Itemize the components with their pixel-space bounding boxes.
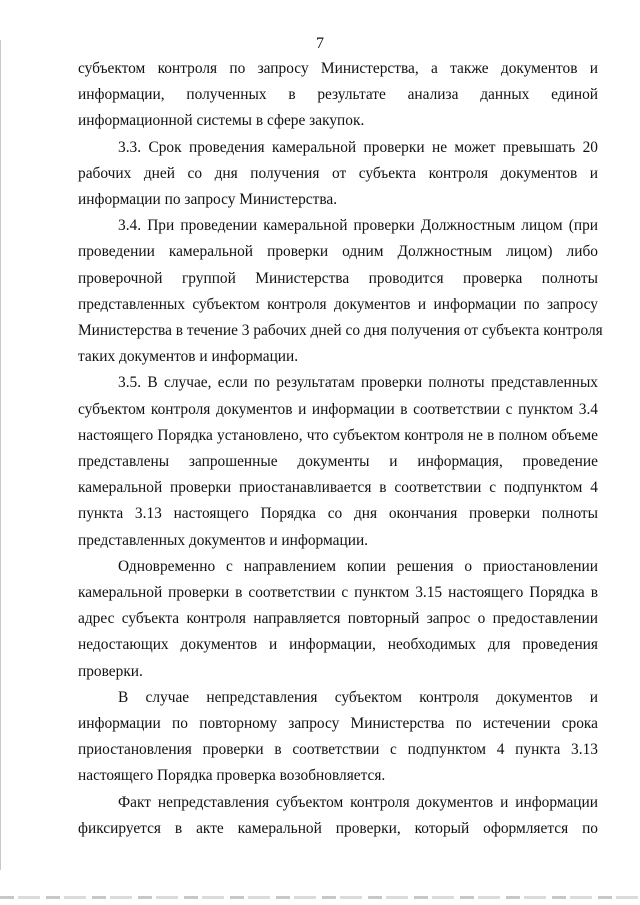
paragraph-3-3 bbox=[78, 135, 598, 214]
text-line: камеральной проверки в соответствии с пунктом 3.15 настоящего Порядка в bbox=[78, 584, 598, 602]
text-line: представленных документов и информации. bbox=[78, 531, 369, 549]
text-line: рабочих дней со дня получения от субъекта контроля документов и bbox=[78, 164, 598, 182]
paragraph-continuation bbox=[78, 56, 598, 135]
text-line: пункта 3.13 настоящего Порядка со дня окончания проверки полноты bbox=[78, 505, 598, 523]
text-line: настоящего Порядка установлено, что субъектом контроля не в полном объеме bbox=[78, 426, 598, 444]
text-line: информации по запросу Министерства. bbox=[78, 191, 338, 209]
text-line: проверки. bbox=[78, 662, 143, 680]
text-line: представленных субъектом контроля документов и информации по запросу bbox=[78, 295, 598, 313]
text-line: Одновременно с направлением копии решения о приостановлении bbox=[118, 557, 598, 575]
scan-edge-left bbox=[0, 40, 1, 870]
text-line: информации по повторному запросу Министерства по истечении срока bbox=[78, 715, 598, 733]
text-line: проведении камеральной проверки одним Должностным лицом) либо bbox=[78, 243, 598, 261]
document-body bbox=[78, 56, 603, 842]
text-line: Факт непредставления субъектом контроля документов и информации bbox=[118, 793, 598, 811]
text-line: субъектом контроля документов и информации в соответствии с пунктом 3.4 bbox=[78, 400, 598, 418]
paragraph-3-4 bbox=[78, 213, 603, 370]
text-line: настоящего Порядка проверка возобновляется. bbox=[78, 767, 386, 785]
text-line: информационной системы в сфере закупок. bbox=[78, 112, 365, 130]
text-line: субъектом контроля по запросу Министерства, а также документов и bbox=[78, 60, 598, 77]
scan-bottom-edge bbox=[0, 896, 640, 899]
text-line: камеральной проверки приостанавливается в соответствии с подпунктом 4 bbox=[78, 479, 598, 497]
text-line: 3.5. В случае, если по результатам проверки полноты представленных bbox=[118, 374, 598, 392]
paragraph-simultaneous-request bbox=[78, 554, 598, 685]
text-line: недостающих документов и информации, необходимых для проведения bbox=[78, 636, 598, 654]
text-line: представлены запрошенные документы и информация, проведение bbox=[78, 453, 598, 471]
text-line: 3.4. При проведении камеральной проверки Должностным лицом (при bbox=[118, 217, 598, 235]
text-line: проверочной группой Министерства проводится проверка полноты bbox=[78, 269, 598, 287]
text-line: таких документов и информации. bbox=[78, 348, 299, 366]
paragraph-non-submission bbox=[78, 685, 598, 790]
paragraph-fact-record bbox=[78, 790, 598, 842]
text-line: В случае непредставления субъектом контроля документов и bbox=[118, 688, 598, 706]
page-number: 7 bbox=[316, 35, 324, 52]
text-line: 3.3. Срок проведения камеральной проверки не может превышать 20 bbox=[118, 138, 598, 156]
paragraph-3-5 bbox=[78, 370, 598, 553]
text-line: адрес субъекта контроля направляется повторный запрос о предоставлении bbox=[78, 610, 598, 628]
text-line: фиксируется в акте камеральной проверки, который оформляется по bbox=[78, 819, 598, 837]
text-line: Министерства в течение 3 рабочих дней со дня получения от субъекта контроля bbox=[78, 322, 603, 340]
text-line: информации, полученных в результате анализа данных единой bbox=[78, 86, 598, 104]
text-line: приостановления проверки в соответствии с подпунктом 4 пункта 3.13 bbox=[78, 741, 598, 759]
